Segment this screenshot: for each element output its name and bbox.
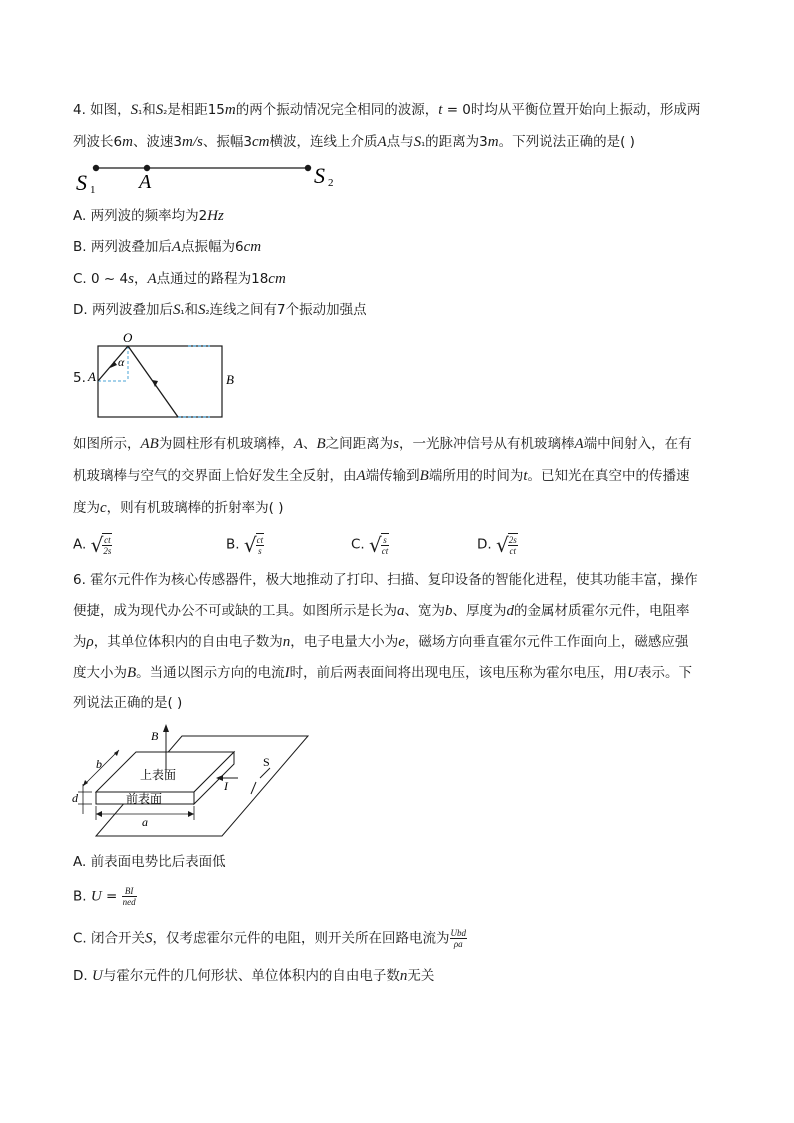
b-field-label: B bbox=[151, 729, 159, 743]
q6-option-a: A. 前表面电势比后表面低 bbox=[73, 854, 226, 870]
b-field-arrowhead bbox=[163, 724, 169, 732]
a-dim-arrowhead-right bbox=[188, 811, 194, 817]
q5-stem-line1: 如图所示，AB为圆柱形有机玻璃棒，A、B之间距离为s，一光脉冲信号从有机玻璃棒A端中间射入，在有 bbox=[73, 436, 692, 452]
q5-option-b: B. √ $\frac{ct}{s}$ bbox=[226, 532, 264, 557]
top-face-label: 上表面 bbox=[140, 768, 177, 782]
reflected-arrow bbox=[152, 380, 158, 387]
q4-option-d: D. 两列波叠加后S₁和S₂连线之间有7个振动加强点 bbox=[73, 302, 367, 318]
q6-stem-line5: 列说法正确的是( ) bbox=[73, 695, 183, 711]
s2-sub: 2 bbox=[328, 177, 334, 189]
b-dim-arrowhead-2 bbox=[114, 750, 119, 756]
q6-option-d: D. U与霍尔元件的几何形状、单位体积内的自由电子数n无关 bbox=[73, 968, 435, 984]
b-label: B bbox=[226, 372, 234, 387]
s1-dot bbox=[93, 165, 99, 171]
a-dim-label: a bbox=[142, 815, 148, 829]
q6-option-b: B. U = $\frac{BI}{\text{ned}}$ bbox=[73, 886, 136, 907]
q5-stem-line2: 机玻璃棒与空气的交界面上恰好发生全反射，由A端传输到B端所用的时间为t。已知光在真空中的传播速 bbox=[73, 468, 690, 484]
q6-stem-line4: 度大小为B。当通以图示方向的电流I时，前后两表面间将出现电压，该电压称为霍尔电压，用U表示。下 bbox=[73, 665, 693, 681]
q4-option-c: C. 0 ~ 4s，A点通过的路程为18cm bbox=[73, 271, 286, 287]
q4-wave-source-figure bbox=[70, 158, 340, 196]
q6-option-c: C. 闭合开关S，仅考虑霍尔元件的电阻，则开关所在回路电流为 $\frac{\text{Ubd}}{\rho a}$ bbox=[73, 928, 467, 949]
a-label: A bbox=[139, 171, 152, 193]
a-label: A bbox=[88, 369, 96, 384]
switch-blade bbox=[251, 782, 256, 794]
q5-number: 5. bbox=[73, 370, 86, 386]
switch-wire-1 bbox=[260, 768, 270, 778]
incident-arrow bbox=[110, 361, 117, 368]
b-dim-label: b bbox=[96, 757, 102, 771]
o-label: O bbox=[123, 330, 133, 345]
rod-outline bbox=[98, 346, 222, 417]
q4-option-b: B. 两列波叠加后A点振幅为6cm bbox=[73, 239, 262, 255]
q4-stem-line2: 列波长6m、波速3m/s、振幅3cm横波，连线上介质A点与S₁的距离为3m。下列说法正确的是( ) bbox=[73, 134, 635, 150]
current-label: I bbox=[224, 779, 228, 793]
s2-label: S bbox=[314, 163, 325, 188]
q5-glass-rod-figure bbox=[84, 330, 244, 422]
q5-stem-line3: 度为c，则有机玻璃棒的折射率为( ) bbox=[73, 500, 284, 516]
q6-stem-line3: 为ρ，其单位体积内的自由电子数为n，电子电量大小为e，磁场方向垂直霍尔元件工作面向上，磁感应强 bbox=[73, 634, 689, 650]
a-dim-arrowhead-left bbox=[96, 811, 102, 817]
q4-stem-line1: 4. 如图，S₁和S₂是相距15m的两个振动情况完全相同的波源，t = 0时均从平衡位置开始向上振动，形成两 bbox=[73, 102, 701, 118]
q6-stem-line2: 便捷，成为现代办公不可或缺的工具。如图所示是长为a、宽为b、厚度为d的金属材质霍尔元件，电阻率 bbox=[73, 603, 690, 619]
q6-stem-line1: 6. 霍尔元件作为核心传感器件，极大地推动了打印、扫描、复印设备的智能化进程，使其功能丰富，操作 bbox=[73, 572, 698, 588]
q5-option-d: D. √ $\frac{2s}{ct}$ bbox=[477, 532, 517, 557]
d-dim-label: d bbox=[72, 791, 78, 805]
front-face-label: 前表面 bbox=[126, 792, 163, 806]
q4-option-a: A. 两列波的频率均为2Hz bbox=[73, 208, 224, 224]
s2-dot bbox=[305, 165, 311, 171]
q6-hall-element-figure bbox=[70, 722, 320, 842]
q5-option-c: C. √ $\frac{s}{ct}$ bbox=[351, 532, 389, 557]
q5-option-a: A. √ $\frac{ct}{2s}$ bbox=[73, 532, 112, 557]
s1-label: S bbox=[76, 170, 87, 195]
switch-label: S bbox=[263, 755, 270, 769]
alpha-label: α bbox=[118, 355, 125, 369]
b-dim-arrowhead-1 bbox=[83, 780, 88, 786]
s1-sub: 1 bbox=[90, 184, 96, 196]
